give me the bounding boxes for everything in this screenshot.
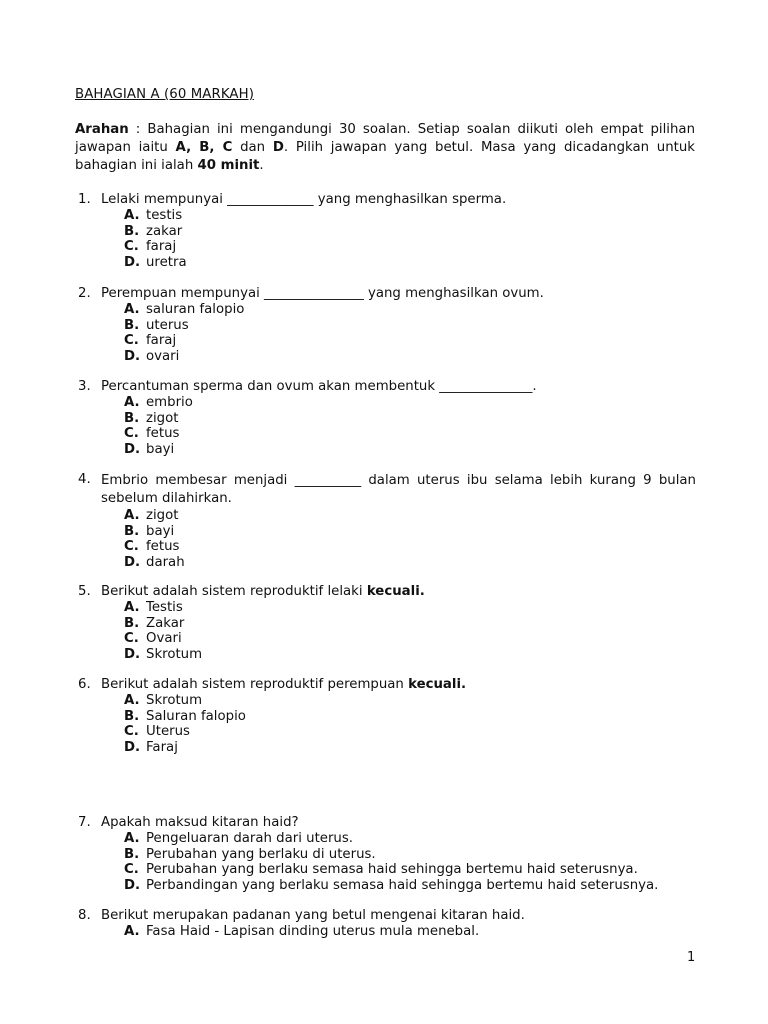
question-4: [78, 472, 696, 571]
option-text: zigot: [146, 508, 179, 523]
option-letter: B.: [124, 523, 140, 539]
instructions-bold-2: D: [272, 140, 284, 155]
question-5: [78, 584, 696, 663]
question-number: 8.: [78, 908, 91, 923]
question-number: 7.: [78, 815, 91, 830]
options-list: [124, 208, 696, 271]
option-letter: A.: [124, 600, 140, 615]
option-letter: B.: [124, 410, 140, 426]
option: [124, 616, 696, 632]
option-letter: D.: [124, 349, 141, 365]
option-text: uterus: [146, 317, 189, 333]
option-letter: D.: [124, 555, 141, 571]
option-letter: A.: [124, 395, 140, 410]
question-text: Embrio membesar menjadi __________ dalam uterus ibu selama lebih kurang 9 bulan sebelum dilahirkan.: [101, 473, 696, 506]
option: [124, 255, 696, 271]
option-letter: B.: [124, 317, 140, 333]
question-text: Lelaki mempunyai _____________ yang menghasilkan sperma.: [101, 192, 507, 207]
instructions-text-3: . Pilih jawapan yang betul. Masa yang dicadangkan untuk bahagian ini ialah: [75, 140, 695, 173]
option-letter: C.: [124, 239, 139, 255]
option-text: Fasa Haid - Lapisan dinding uterus mula menebal.: [146, 924, 480, 939]
option-text: Skrotum: [146, 693, 203, 708]
options-list: [124, 302, 696, 365]
option: [124, 693, 696, 709]
options-list: [124, 924, 696, 940]
option: [124, 555, 696, 571]
option-letter: C.: [124, 426, 139, 442]
instructions-label: Arahan: [75, 122, 129, 137]
option: [124, 333, 696, 349]
option-letter: C.: [124, 631, 139, 647]
option-letter: D.: [124, 442, 141, 458]
question-text: Berikut adalah sistem reproduktif lelaki kecuali.: [101, 584, 425, 599]
option-text: fetus: [146, 426, 180, 442]
option-text: zigot: [146, 410, 179, 426]
question-number: 3.: [78, 379, 91, 394]
options-list: [124, 395, 696, 458]
option-letter: A.: [124, 831, 140, 846]
question-text: Apakah maksud kitaran haid?: [101, 815, 299, 830]
question-1: [78, 192, 696, 271]
option-text: bayi: [146, 523, 175, 539]
question-number: 2.: [78, 286, 91, 301]
option-letter: D.: [124, 255, 141, 271]
option-text: faraj: [146, 333, 177, 349]
option: [124, 709, 696, 725]
option-text: saluran falopio: [146, 302, 245, 317]
option: [124, 539, 696, 555]
question-text: Perempuan mempunyai _______________ yang menghasilkan ovum.: [101, 286, 544, 301]
options-list: [124, 600, 696, 663]
question-text: Percantuman sperma dan ovum akan membentuk ______________.: [101, 379, 537, 394]
option: [124, 318, 696, 334]
question-number: 1.: [78, 192, 91, 207]
option-text: Skrotum: [146, 647, 203, 663]
question-3: [78, 379, 696, 458]
option-letter: B.: [124, 615, 140, 631]
option-text: Zakar: [146, 615, 185, 631]
option-text: testis: [146, 208, 183, 223]
option-letter: C.: [124, 724, 139, 740]
option: [124, 600, 696, 616]
option-letter: A.: [124, 208, 140, 223]
option: [124, 740, 696, 756]
question-number: 5.: [78, 584, 91, 599]
option-text: embrio: [146, 395, 193, 410]
instructions-paragraph: [75, 121, 695, 175]
option-letter: B.: [124, 846, 140, 862]
option-text: uretra: [146, 255, 187, 271]
option: [124, 426, 696, 442]
option-text: Faraj: [146, 740, 178, 756]
instructions-separator: :: [128, 122, 148, 137]
option-letter: B.: [124, 708, 140, 724]
question-number: 4.: [78, 472, 91, 487]
question-text: Berikut merupakan padanan yang betul mengenai kitaran haid.: [101, 908, 525, 923]
option: [124, 302, 696, 318]
options-list: [124, 831, 696, 894]
option-text: Testis: [146, 600, 183, 615]
option-text: fetus: [146, 539, 180, 555]
option-letter: B.: [124, 223, 140, 239]
option-letter: D.: [124, 740, 141, 756]
option: [124, 442, 696, 458]
option: [124, 224, 696, 240]
option-letter: C.: [124, 539, 139, 555]
option-text: Pengeluaran darah dari uterus.: [146, 831, 354, 846]
option-text: ovari: [146, 349, 180, 365]
question-2: [78, 286, 696, 365]
page-number: 1: [687, 950, 696, 965]
option: [124, 395, 696, 411]
instructions-bold-1: A, B, C: [175, 140, 233, 155]
question-8: [78, 908, 696, 940]
options-list: [124, 693, 696, 756]
option: [124, 924, 696, 940]
option: [124, 508, 696, 524]
option-letter: A.: [124, 693, 140, 708]
option-text: Perubahan yang berlaku semasa haid sehingga bertemu haid seterusnya.: [146, 862, 638, 878]
option: [124, 411, 696, 427]
option-text: faraj: [146, 239, 177, 255]
instructions-text-4: .: [259, 158, 264, 173]
option-text: Perbandingan yang berlaku semasa haid sehingga bertemu haid seterusnya.: [146, 878, 659, 894]
option: [124, 831, 696, 847]
option-letter: A.: [124, 924, 140, 939]
option-letter: D.: [124, 878, 141, 894]
option: [124, 847, 696, 863]
question-number: 6.: [78, 677, 91, 692]
section-heading: BAHAGIAN A (60 MARKAH): [75, 87, 255, 102]
option-letter: C.: [124, 333, 139, 349]
option: [124, 349, 696, 365]
question-7: [78, 815, 696, 894]
option-text: Ovari: [146, 631, 182, 647]
option: [124, 239, 696, 255]
option-letter: D.: [124, 647, 141, 663]
option: [124, 647, 696, 663]
option: [124, 631, 696, 647]
option: [124, 878, 696, 894]
question-text: Berikut adalah sistem reproduktif perempuan kecuali.: [101, 677, 467, 692]
option-letter: A.: [124, 302, 140, 317]
option-text: Uterus: [146, 724, 190, 740]
option-letter: A.: [124, 508, 140, 523]
option: [124, 524, 696, 540]
option-text: zakar: [146, 223, 183, 239]
instructions-text-2: dan: [232, 140, 273, 155]
instructions-text-1: Bahagian ini mengandungi 30 soalan. Setiap soalan diikuti oleh empat pilihan jawapan iaitu: [75, 122, 695, 155]
option-letter: C.: [124, 862, 139, 878]
option-text: Saluran falopio: [146, 708, 246, 724]
instructions-bold-3: 40 minit: [197, 158, 260, 173]
option: [124, 862, 696, 878]
option: [124, 724, 696, 740]
options-list: [124, 508, 696, 571]
option-text: darah: [146, 555, 185, 571]
question-6: [78, 677, 696, 756]
option-text: Perubahan yang berlaku di uterus.: [146, 846, 376, 862]
option-text: bayi: [146, 442, 175, 458]
option: [124, 208, 696, 224]
